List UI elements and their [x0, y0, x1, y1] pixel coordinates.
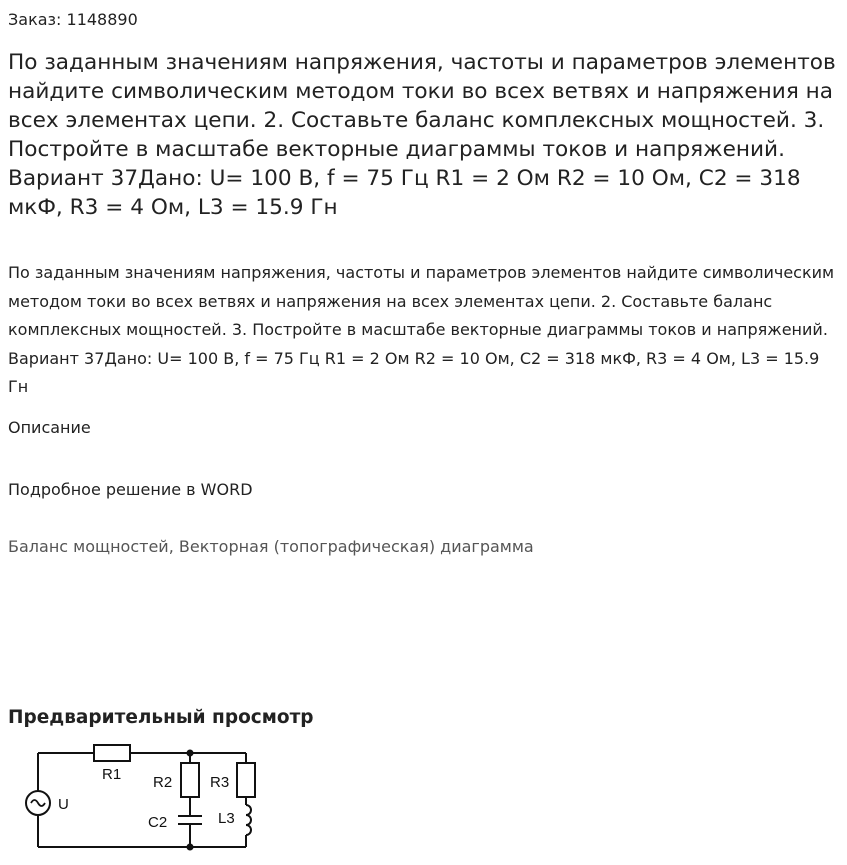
label-r3: R3	[210, 774, 230, 791]
order-number: Заказ: 1148890	[8, 10, 138, 29]
description-heading: Описание	[8, 418, 91, 437]
page-title: По заданным значениям напряжения, частоты и параметров элементов найдите символическим методом токи во всех ветвях и напряжения на всех элементах цепи. 2. Составьте баланс комплексных мощностей. 3. Постройте в масштабе векторные диаграммы токов и напряжений. Вариант 37Дано: U= 100 В, f = 75 Гц R1 = 2 Ом R2 = 10 Ом, С2 = 318 мкФ, R3 = 4 Ом, L3 = 15.9 Гн	[8, 50, 836, 220]
resistor-r3	[237, 763, 255, 797]
label-c2: C2	[148, 814, 168, 831]
preview-heading: Предварительный просмотр	[8, 707, 314, 728]
junction-bottom	[187, 844, 194, 851]
ac-tilde	[31, 800, 45, 806]
label-l3: L3	[218, 810, 235, 827]
task-description: По заданным значениям напряжения, частоты и параметров элементов найдите символическим методом токи во всех ветвях и напряжения на всех элементах цепи. 2. Составьте баланс комплексных мощностей. 3. Постройте в масштабе векторные диаграммы токов и напряжений. Вариант 37Дано: U= 100 В, f = 75 Гц R1 = 2 Ом R2 = 10 Ом, С2 = 318 мкФ, R3 = 4 Ом, L3 = 15.9 Гн	[8, 263, 835, 396]
inductor-l3	[246, 805, 251, 835]
label-r2: R2	[153, 774, 173, 791]
label-r1: R1	[102, 766, 122, 783]
resistor-r1	[94, 745, 130, 761]
label-u: U	[58, 796, 69, 813]
tags-line: Баланс мощностей, Векторная (топографическая) диаграмма	[8, 537, 534, 556]
circuit-diagram	[0, 735, 280, 865]
description-text: Подробное решение в WORD	[8, 480, 253, 499]
resistor-r2	[181, 763, 199, 797]
junction-top	[187, 750, 194, 757]
